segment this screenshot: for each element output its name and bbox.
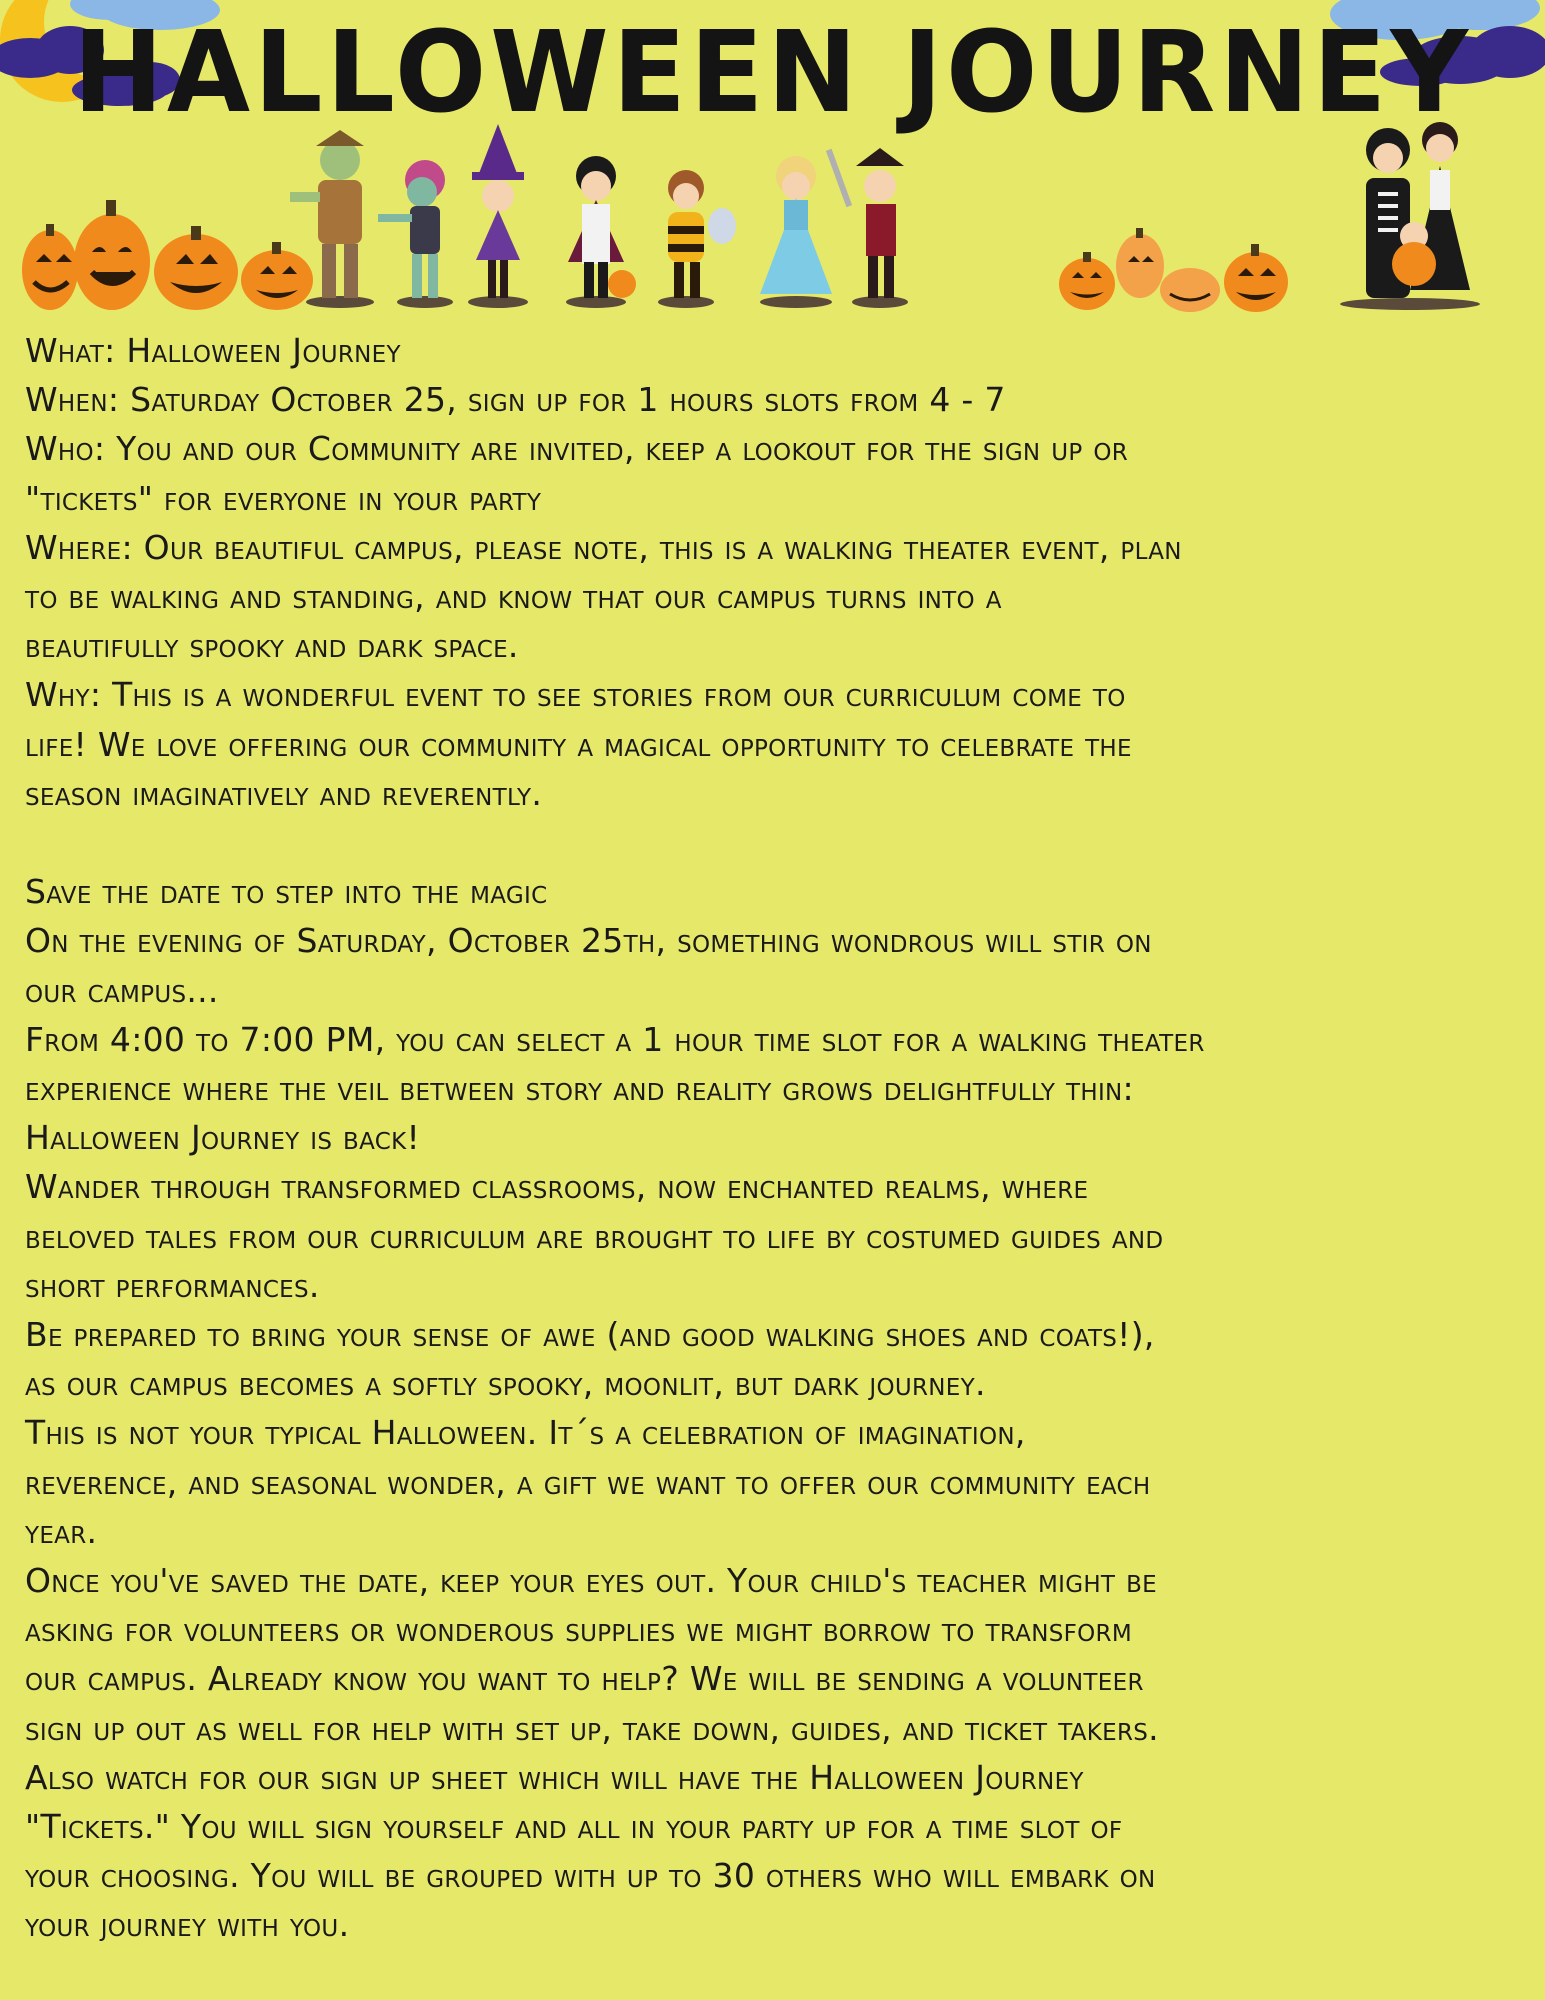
paragraph-line: Once you've saved the date, keep your eyes out. Your child's teacher might be: [25, 1561, 1157, 1601]
paragraph-line: your choosing. You will be grouped with up to 30 others who will embark on: [25, 1856, 1156, 1896]
why-line: Why: This is a wonderful event to see stories from our curriculum come to: [25, 675, 1126, 715]
paragraph-line: experience where the veil between story and reality grows delightfully thin:: [25, 1069, 1134, 1109]
where-line-cont: beautifully spooky and dark space.: [25, 626, 519, 666]
paragraph-line: Wander through transformed classrooms, now enchanted realms, where: [25, 1167, 1089, 1207]
paragraph-line: Halloween Journey is back!: [25, 1118, 421, 1158]
paragraph-line: year.: [25, 1511, 98, 1551]
paragraph-line: Also watch for our sign up sheet which will have the Halloween Journey: [25, 1757, 1084, 1797]
pumpkin-icon: [1059, 252, 1115, 310]
paragraph-line: On the evening of Saturday, October 25th, something wondrous will stir on: [25, 921, 1152, 961]
pumpkin-icon: [1160, 268, 1220, 312]
pumpkin-icon: [154, 226, 238, 310]
paragraph-line: our campus. Already know you want to help? We will be sending a volunteer: [25, 1659, 1144, 1699]
paragraph-line: "Tickets." You will sign yourself and all in your party up for a time slot of: [25, 1807, 1123, 1847]
pumpkin-icon: [74, 200, 150, 310]
paragraph-line: Be prepared to bring your sense of awe (and good walking shoes and coats!),: [25, 1315, 1155, 1355]
pumpkin-icon: [241, 242, 313, 310]
page-title: HALLOWEEN JOURNEY: [73, 8, 1472, 138]
costumed-children-illustration: [290, 124, 908, 308]
paragraph-spacer: [25, 818, 1525, 867]
why-line-cont: season imaginatively and reverently.: [25, 773, 543, 813]
paragraph-line: reverence, and seasonal wonder, a gift we want to offer our community each: [25, 1462, 1151, 1502]
announcement-body: [25, 326, 1525, 1950]
costumed-family-illustration: [1340, 122, 1480, 310]
paragraph-line: our campus...: [25, 970, 219, 1010]
paragraph-line: From 4:00 to 7:00 PM, you can select a 1 hour time slot for a walking theater: [25, 1019, 1205, 1059]
bee-figure: [658, 170, 736, 308]
why-line-cont: life! We love offering our community a magical opportunity to celebrate the: [25, 724, 1132, 764]
pumpkin-icon: [22, 224, 78, 310]
witch-figure: [468, 124, 528, 308]
pumpkin-icon: [1224, 244, 1288, 312]
pumpkin-icon: [1116, 228, 1164, 298]
paragraph-line: asking for volunteers or wonderous supplies we might borrow to transform: [25, 1610, 1132, 1650]
vampire-figure: [566, 156, 636, 308]
pirate-figure: [826, 148, 908, 308]
paragraph-line: your journey with you.: [25, 1905, 350, 1945]
save-the-date-heading: Save the date to step into the magic: [25, 872, 548, 912]
when-line: When: Saturday October 25, sign up for 1 hours slots from 4 - 7: [25, 380, 1006, 420]
what-line: What: Halloween Journey: [25, 331, 401, 370]
paragraph-line: sign up out as well for help with set up, take down, guides, and ticket takers.: [25, 1708, 1159, 1748]
paragraph-line: This is not your typical Halloween. It´s a celebration of imagination,: [25, 1413, 1026, 1453]
header-banner: [0, 0, 1545, 320]
paragraph-line: short performances.: [25, 1265, 320, 1305]
who-line-cont: "tickets" for everyone in your party: [25, 478, 542, 518]
paragraph-line: as our campus becomes a softly spooky, moonlit, but dark journey.: [25, 1364, 986, 1404]
paragraph-line: beloved tales from our curriculum are brought to life by costumed guides and: [25, 1216, 1164, 1256]
zombie-girl-figure: [378, 160, 453, 308]
princess-figure: [760, 156, 832, 308]
where-line: Where: Our beautiful campus, please note, this is a walking theater event, plan: [25, 527, 1182, 567]
where-line-cont: to be walking and standing, and know that our campus turns into a: [25, 577, 1002, 617]
who-line: Who: You and our Community are invited, keep a lookout for the sign up or: [25, 429, 1129, 469]
